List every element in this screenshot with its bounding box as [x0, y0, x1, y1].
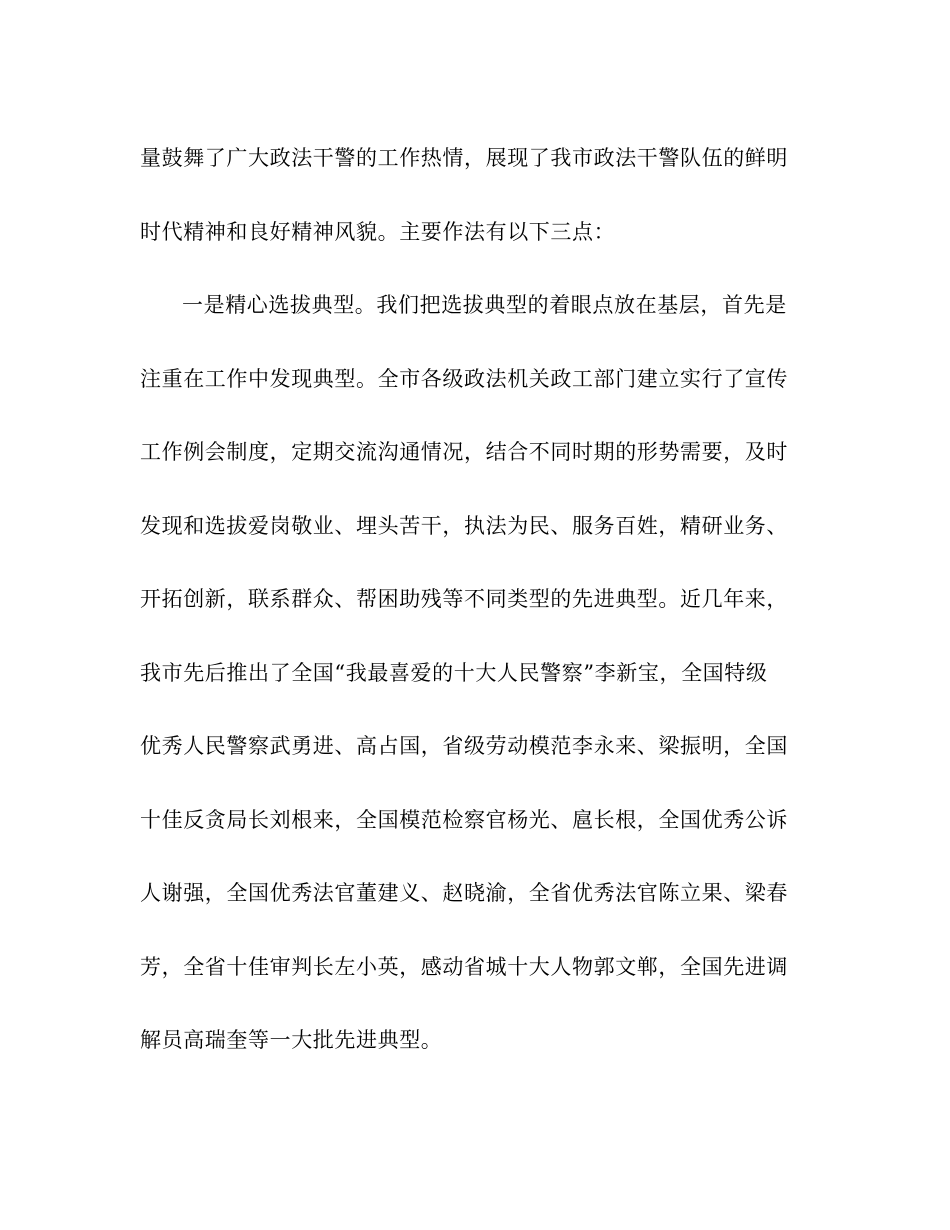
text-line-9: 优秀人民警察武勇进、高占国，省级劳动模范李永来、梁振明，全国 — [140, 734, 788, 758]
text-line-3-paragraph-start: 一是精心选拔典型。我们把选拔典型的着眼点放在基层，首先是 — [182, 293, 787, 317]
text-line-12: 芳，全省十佳审判长左小英，感动省城十大人物郭文郸，全国先进调 — [140, 954, 788, 979]
text-line-11: 人谢强，全国优秀法官董建义、赵晓渝，全省优秀法官陈立果、梁春 — [140, 881, 788, 905]
text-line-4: 注重在工作中发现典型。全市各级政法机关政工部门建立实行了宣传 — [140, 366, 788, 391]
text-line-2: 时代精神和良好精神风貌。主要作法有以下三点： — [140, 219, 616, 244]
text-line-8: 我市先后推出了全国“我最喜爱的十大人民警察”李新宝，全国特级 — [140, 660, 768, 685]
body-text — [140, 136, 800, 1092]
text-line-1: 量鼓舞了广大政法干警的工作热情，展现了我市政法干警队伍的鲜明 — [140, 146, 788, 170]
text-line-13: 解员高瑞奎等一大批先进典型。 — [140, 1028, 443, 1052]
text-line-5: 工作例会制度，定期交流沟通情况，结合不同时期的形势需要，及时 — [140, 440, 788, 464]
text-line-6: 发现和选拔爱岗敬业、埋头苦干，执法为民、服务百姓，精研业务、 — [140, 513, 788, 538]
text-line-10: 十佳反贪局长刘根来，全国模范检察官杨光、扈长根，全国优秀公诉 — [140, 807, 788, 832]
text-line-7: 开拓创新，联系群众、帮困助残等不同类型的先进典型。近几年来， — [140, 587, 788, 611]
